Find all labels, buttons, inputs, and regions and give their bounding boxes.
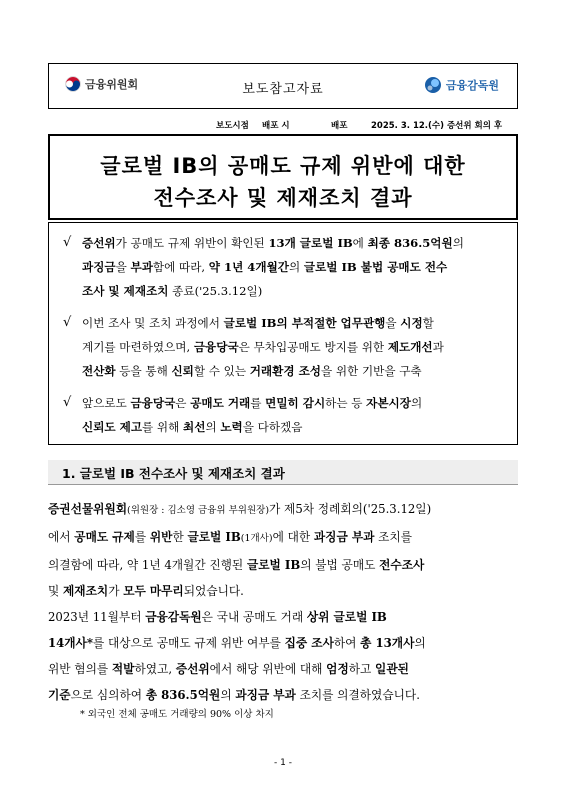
emphasis-text: 제도개선: [387, 340, 433, 354]
text-line: [82, 359, 515, 383]
body-text: 종료('25.3.12일): [168, 284, 263, 298]
body-text: 가 공매도 규제 위반이 확인된: [115, 236, 269, 250]
summary-item-text: [82, 391, 515, 439]
body-text: 에서: [48, 530, 75, 544]
emphasis-text: 총 13개사: [360, 636, 415, 650]
body-text: 할 수 있는: [193, 364, 250, 378]
body-text: 은 국내 공매도 거래: [201, 610, 307, 624]
emphasis-text: 약 1년 4개월간: [208, 260, 289, 274]
body-text: (위원장 : 김소영 금융위 부위원장): [127, 505, 270, 516]
body-text: 할: [422, 316, 434, 330]
body-text: 한: [172, 530, 188, 544]
text-line: [82, 335, 515, 359]
emphasis-text: 금융당국: [130, 396, 176, 410]
doc-kind: 보도참고자료: [242, 82, 324, 97]
fss-logo: [424, 76, 499, 94]
emphasis-text: 과징금 부과: [235, 688, 296, 702]
body-text: 에서 해당 위반에 대해: [209, 662, 327, 676]
body-text: 를 위해: [142, 420, 184, 434]
text-line: [48, 496, 518, 524]
release-value: 배포 시: [262, 121, 290, 131]
body-text: 의: [452, 236, 464, 250]
emphasis-text: 시정: [400, 316, 423, 330]
body-text: 2023년 11월부터: [48, 610, 146, 624]
body-text: 에: [352, 236, 368, 250]
body-text: (1개사): [240, 533, 273, 544]
emphasis-text: 13개 글로벌 IB: [268, 236, 353, 250]
emphasis-text: 14개사*: [48, 636, 93, 650]
emphasis-text: 글로벌 IB 불법 공매도 전수: [303, 260, 448, 274]
text-line: [82, 231, 515, 255]
body-text: 앞으로도: [82, 396, 131, 410]
emphasis-text: 부과: [130, 260, 153, 274]
emphasis-text: 공매도 거래: [190, 396, 251, 410]
emphasis-text: 금융당국: [193, 340, 239, 354]
text-line: [48, 578, 518, 604]
emphasis-text: 과징금: [82, 260, 116, 274]
body-text: 가 제5차 정례회의('25.3.12일): [269, 502, 432, 516]
emphasis-text: 집중 조사: [284, 636, 334, 650]
body-text: 조치를 의결하였습니다.: [295, 688, 420, 702]
emphasis-text: 과징금 부과: [313, 530, 375, 544]
emphasis-text: 최선: [183, 420, 206, 434]
body-text: 은: [175, 396, 191, 410]
summary-box: [48, 222, 518, 445]
body-text: 에 대한: [272, 530, 314, 544]
body-text: 하고: [348, 662, 376, 676]
body-text: 등을 통해: [115, 364, 172, 378]
emphasis-text: 엄정: [326, 662, 349, 676]
body-paragraph-1: [48, 496, 518, 604]
emphasis-text: 최종 836.5억원: [367, 236, 453, 250]
body-text: 을: [385, 316, 401, 330]
check-icon: √: [63, 235, 72, 250]
emphasis-text: 노력: [220, 420, 243, 434]
body-text: 를: [250, 396, 266, 410]
dist-label: 배포: [331, 121, 348, 131]
emphasis-text: 제재조치: [63, 584, 109, 598]
body-paragraph-2: [48, 604, 518, 708]
section-heading: [48, 460, 518, 485]
body-text: 이번 조사 및 조치 과정에서: [82, 316, 224, 330]
summary-item-3: [63, 391, 515, 439]
summary-item-text: [82, 231, 515, 303]
emphasis-text: 거래환경 조성: [249, 364, 321, 378]
title-line-1: 글로벌 IB의 공매도 규제 위반에 대한: [100, 154, 466, 178]
body-text: 과: [432, 340, 444, 354]
text-line: [82, 415, 515, 439]
text-line: [48, 524, 518, 552]
body-text: 하여: [333, 636, 361, 650]
body-text: 를: [134, 530, 150, 544]
body-text: 하였고,: [134, 662, 176, 676]
body-text: 를 대상으로 공매도 규제 위반 여부를: [92, 636, 285, 650]
body-text: 하는 등: [325, 396, 367, 410]
text-line: [48, 630, 518, 656]
page-number: - 1 -: [274, 758, 292, 768]
body-text: 의: [205, 420, 221, 434]
title-line-2: 전수조사 및 제재조치 결과: [153, 186, 413, 210]
emphasis-text: 기준: [48, 688, 71, 702]
emphasis-text: 면밀히 감시: [265, 396, 326, 410]
body-text: 조치를: [374, 530, 412, 544]
check-icon: √: [63, 395, 72, 410]
emphasis-text: 증권선물위원회: [48, 502, 128, 516]
body-text: 가: [108, 584, 124, 598]
emphasis-text: 신뢰: [171, 364, 194, 378]
emphasis-text: 글로벌 IB: [187, 530, 241, 544]
emphasis-text: 상위 글로벌 IB: [306, 610, 387, 624]
summary-item-2: [63, 311, 515, 383]
emphasis-text: 금융감독원: [145, 610, 202, 624]
summary-item-1: [63, 231, 515, 303]
body-text: 의: [220, 688, 236, 702]
emphasis-text: 자본시장: [366, 396, 411, 410]
emphasis-text: 총 836.5억원: [145, 688, 221, 702]
body-text: 계기를 마련하였으며,: [82, 340, 194, 354]
emphasis-text: 일관된: [375, 662, 409, 676]
text-line: [82, 311, 515, 335]
body-text: 의: [414, 636, 426, 650]
body-text: 의 불법 공매도: [300, 558, 380, 572]
check-icon: √: [63, 315, 72, 330]
section-heading-text: 1. 글로벌 IB 전수조사 및 제재조치 결과: [62, 466, 285, 481]
text-line: [82, 255, 515, 279]
emphasis-text: 글로벌 IB의 부적절한 업무관행: [223, 316, 386, 330]
dist-value: 2025. 3. 12.(수) 증선위 회의 후: [371, 121, 503, 131]
right-org-name: 금융감독원: [445, 79, 499, 92]
emphasis-text: 공매도 규제: [74, 530, 135, 544]
text-line: [48, 604, 518, 630]
summary-item-text: [82, 311, 515, 383]
text-line: [48, 656, 518, 682]
emphasis-text: 전산화: [82, 364, 116, 378]
text-line: [82, 391, 515, 415]
body-text: 함에 따라,: [152, 260, 209, 274]
title-box: [48, 134, 518, 220]
header-box: [48, 63, 518, 109]
body-text: 및: [48, 584, 64, 598]
emphasis-text: 증선위: [175, 662, 210, 676]
footnote: * 외국인 전체 공매도 거래량의 90% 이상 차지: [80, 709, 274, 720]
body-text: 의: [288, 260, 304, 274]
body-text: 으로 심의하여: [70, 688, 146, 702]
text-line: [82, 279, 515, 303]
emphasis-text: 전수조사: [379, 558, 425, 572]
body-text: 의: [410, 396, 423, 410]
release-label: 보도시점: [216, 121, 249, 131]
body-text: 은 무차입공매도 방지를 위한: [238, 340, 388, 354]
emphasis-text: 조사 및 제재조치: [82, 284, 169, 298]
body-text: 을 다하겠음: [242, 420, 303, 434]
body-text: 을 위한 기반을 구축: [320, 364, 422, 378]
emphasis-text: 위반: [149, 530, 173, 544]
left-org-name: 금융위원회: [85, 78, 139, 91]
text-line: [48, 682, 518, 708]
text-line: [48, 552, 518, 578]
emphasis-text: 적발: [111, 662, 135, 676]
emphasis-text: 모두 마무리: [123, 584, 184, 598]
emphasis-text: 증선위: [82, 236, 116, 250]
body-text: 되었습니다.: [183, 584, 244, 598]
fss-emblem-icon: [424, 76, 442, 94]
body-text: 의결함에 따라, 약 1년 4개월간 진행된: [48, 558, 247, 572]
emphasis-text: 글로벌 IB: [246, 558, 301, 572]
body-text: 위반 혐의를: [48, 662, 112, 676]
body-text: 을: [115, 260, 131, 274]
emphasis-text: 신뢰도 제고: [82, 420, 143, 434]
